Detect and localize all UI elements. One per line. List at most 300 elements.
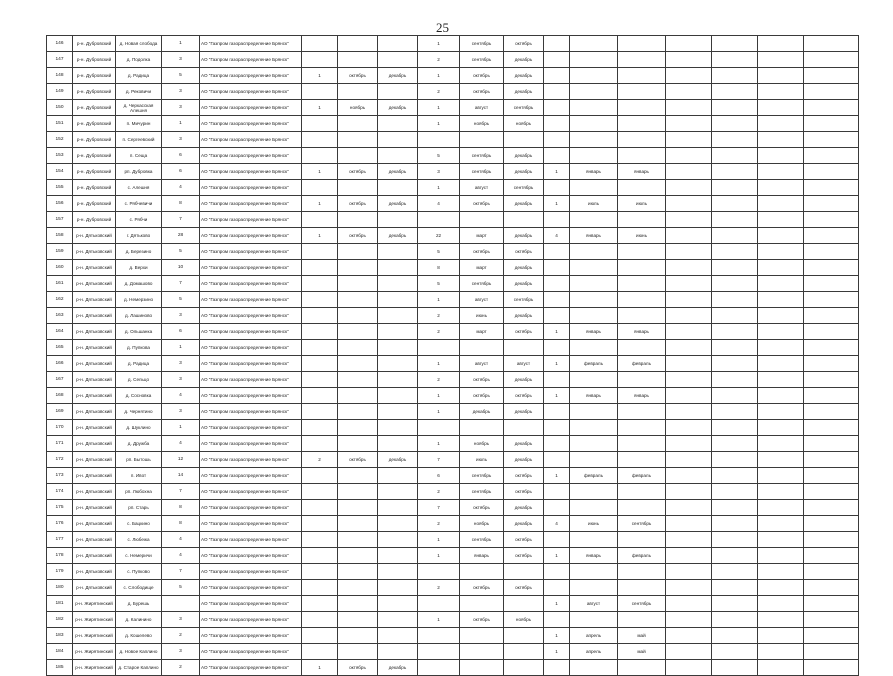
cell-organization: АО "Газпром газораспределение Брянск" (200, 116, 302, 132)
cell-plan-b-count: 1 (418, 100, 460, 116)
cell-plan-c-end (618, 260, 666, 276)
cell-extra-3 (758, 404, 804, 420)
cell-extra-3 (758, 116, 804, 132)
cell-plan-a-count (302, 548, 338, 564)
cell-plan-c-start (570, 404, 618, 420)
cell-plan-b-count: 1 (418, 180, 460, 196)
cell-extra-1 (666, 68, 712, 84)
cell-extra-2 (712, 532, 758, 548)
cell-organization: АО "Газпром газораспределение Брянск" (200, 532, 302, 548)
table-row (47, 36, 859, 52)
cell-plan-a-count (302, 52, 338, 68)
cell-total-count: 5 (162, 292, 200, 308)
cell-extra-3 (758, 356, 804, 372)
cell-plan-a-end (378, 564, 418, 580)
cell-extra-3 (758, 612, 804, 628)
cell-extra-1 (666, 660, 712, 676)
cell-plan-c-end (618, 132, 666, 148)
cell-plan-b-count (418, 212, 460, 228)
cell-plan-c-start (570, 276, 618, 292)
cell-extra-4 (804, 244, 859, 260)
cell-plan-a-end (378, 84, 418, 100)
cell-district: р-н. Дубровский (73, 212, 116, 228)
cell-organization: АО "Газпром газораспределение Брянск" (200, 84, 302, 100)
cell-extra-3 (758, 484, 804, 500)
cell-plan-a-count (302, 580, 338, 596)
cell-extra-4 (804, 404, 859, 420)
cell-organization: АО "Газпром газораспределение Брянск" (200, 260, 302, 276)
cell-extra-4 (804, 324, 859, 340)
cell-total-count: 4 (162, 436, 200, 452)
cell-organization: АО "Газпром газораспределение Брянск" (200, 100, 302, 116)
cell-plan-c-start (570, 180, 618, 196)
cell-row-number: 171 (47, 436, 73, 452)
cell-plan-b-end (504, 212, 544, 228)
cell-row-number: 161 (47, 276, 73, 292)
cell-row-number: 148 (47, 68, 73, 84)
cell-district: р-н. Жирятинский (73, 628, 116, 644)
cell-total-count: 3 (162, 356, 200, 372)
cell-total-count: 2 (162, 628, 200, 644)
cell-extra-1 (666, 404, 712, 420)
cell-plan-a-count (302, 372, 338, 388)
cell-plan-c-count: 4 (544, 228, 570, 244)
cell-extra-1 (666, 612, 712, 628)
cell-plan-a-start (338, 244, 378, 260)
cell-extra-3 (758, 228, 804, 244)
cell-settlement: с. Слободище (116, 580, 162, 596)
cell-plan-a-start (338, 484, 378, 500)
cell-extra-1 (666, 420, 712, 436)
cell-extra-4 (804, 116, 859, 132)
cell-plan-b-count: 2 (418, 372, 460, 388)
cell-plan-a-end (378, 612, 418, 628)
cell-total-count: 3 (162, 84, 200, 100)
cell-plan-a-start: октябрь (338, 164, 378, 180)
cell-plan-c-end (618, 500, 666, 516)
cell-plan-b-start: сентябрь (460, 276, 504, 292)
cell-plan-a-start (338, 436, 378, 452)
cell-row-number: 168 (47, 388, 73, 404)
cell-extra-1 (666, 276, 712, 292)
cell-plan-b-count: 1 (418, 68, 460, 84)
cell-plan-a-start (338, 500, 378, 516)
cell-plan-b-count (418, 628, 460, 644)
cell-extra-1 (666, 340, 712, 356)
cell-total-count: 3 (162, 612, 200, 628)
cell-district: р-н. Дятьковский (73, 580, 116, 596)
cell-organization: АО "Газпром газораспределение Брянск" (200, 68, 302, 84)
cell-extra-1 (666, 564, 712, 580)
table-row (47, 500, 859, 516)
cell-plan-a-count (302, 484, 338, 500)
cell-settlement: д. Радица (116, 68, 162, 84)
cell-extra-1 (666, 260, 712, 276)
cell-district: р-н. Дятьковский (73, 308, 116, 324)
cell-plan-b-count: 1 (418, 612, 460, 628)
cell-plan-c-start (570, 500, 618, 516)
cell-plan-c-end (618, 532, 666, 548)
cell-plan-b-count: 1 (418, 36, 460, 52)
cell-plan-a-count: 1 (302, 100, 338, 116)
cell-extra-2 (712, 516, 758, 532)
cell-extra-3 (758, 324, 804, 340)
cell-extra-3 (758, 244, 804, 260)
cell-extra-3 (758, 308, 804, 324)
cell-plan-c-count (544, 564, 570, 580)
cell-plan-b-count: 7 (418, 452, 460, 468)
cell-extra-3 (758, 340, 804, 356)
cell-organization: АО "Газпром газораспределение Брянск" (200, 452, 302, 468)
cell-settlement: с. Рябчи (116, 212, 162, 228)
cell-extra-3 (758, 644, 804, 660)
cell-total-count: 3 (162, 372, 200, 388)
cell-plan-a-end (378, 404, 418, 420)
cell-plan-b-count: 2 (418, 84, 460, 100)
cell-total-count: 4 (162, 548, 200, 564)
cell-plan-a-count (302, 564, 338, 580)
cell-extra-1 (666, 596, 712, 612)
table-row (47, 212, 859, 228)
cell-extra-4 (804, 612, 859, 628)
cell-plan-c-start (570, 452, 618, 468)
cell-plan-a-count (302, 212, 338, 228)
cell-total-count: 3 (162, 52, 200, 68)
cell-district: р-н. Дубровский (73, 100, 116, 116)
cell-row-number: 176 (47, 516, 73, 532)
cell-extra-4 (804, 452, 859, 468)
cell-total-count: 8 (162, 196, 200, 212)
cell-district: р-н. Дубровский (73, 196, 116, 212)
cell-extra-4 (804, 532, 859, 548)
cell-extra-1 (666, 388, 712, 404)
cell-plan-c-start (570, 212, 618, 228)
cell-extra-3 (758, 500, 804, 516)
cell-settlement: с. Рябчевичи (116, 196, 162, 212)
cell-plan-c-count (544, 292, 570, 308)
cell-plan-b-count (418, 132, 460, 148)
cell-extra-4 (804, 436, 859, 452)
cell-row-number: 159 (47, 244, 73, 260)
cell-plan-c-count (544, 52, 570, 68)
cell-plan-a-start (338, 612, 378, 628)
cell-row-number: 152 (47, 132, 73, 148)
cell-plan-c-start (570, 36, 618, 52)
cell-plan-b-end: октябрь (504, 388, 544, 404)
cell-plan-c-start (570, 580, 618, 596)
cell-plan-a-count: 2 (302, 452, 338, 468)
cell-district: р-н. Дятьковский (73, 372, 116, 388)
cell-plan-a-end: декабрь (378, 68, 418, 84)
cell-extra-1 (666, 180, 712, 196)
cell-plan-b-start: сентябрь (460, 148, 504, 164)
cell-plan-a-count (302, 388, 338, 404)
cell-plan-a-start (338, 580, 378, 596)
cell-plan-a-start (338, 532, 378, 548)
cell-plan-b-count: 1 (418, 292, 460, 308)
cell-extra-1 (666, 324, 712, 340)
table-row (47, 468, 859, 484)
cell-plan-b-count: 4 (418, 196, 460, 212)
cell-extra-4 (804, 148, 859, 164)
cell-plan-c-count: 1 (544, 548, 570, 564)
cell-plan-b-start (460, 628, 504, 644)
cell-row-number: 160 (47, 260, 73, 276)
cell-settlement: д. Калинино (116, 612, 162, 628)
cell-extra-1 (666, 628, 712, 644)
cell-extra-4 (804, 340, 859, 356)
cell-plan-b-end: декабрь (504, 516, 544, 532)
cell-plan-b-count: 1 (418, 404, 460, 420)
cell-plan-a-end (378, 484, 418, 500)
cell-row-number: 165 (47, 340, 73, 356)
cell-plan-a-start (338, 52, 378, 68)
cell-plan-a-start (338, 276, 378, 292)
cell-extra-4 (804, 308, 859, 324)
cell-row-number: 158 (47, 228, 73, 244)
cell-total-count: 5 (162, 580, 200, 596)
cell-total-count: 8 (162, 500, 200, 516)
cell-extra-4 (804, 388, 859, 404)
cell-plan-c-start: январь (570, 324, 618, 340)
cell-total-count: 5 (162, 244, 200, 260)
cell-row-number: 178 (47, 548, 73, 564)
cell-plan-a-end (378, 628, 418, 644)
cell-plan-b-count: 2 (418, 324, 460, 340)
cell-district: р-н. Дятьковский (73, 468, 116, 484)
cell-plan-b-start: сентябрь (460, 468, 504, 484)
cell-extra-2 (712, 388, 758, 404)
cell-extra-4 (804, 132, 859, 148)
cell-plan-b-start: март (460, 260, 504, 276)
cell-plan-a-count (302, 420, 338, 436)
cell-plan-a-end (378, 356, 418, 372)
cell-plan-b-start (460, 564, 504, 580)
cell-row-number: 151 (47, 116, 73, 132)
cell-plan-b-end: декабрь (504, 148, 544, 164)
cell-plan-b-count: 5 (418, 148, 460, 164)
cell-extra-3 (758, 148, 804, 164)
cell-row-number: 183 (47, 628, 73, 644)
cell-plan-b-end: август (504, 356, 544, 372)
cell-plan-a-end (378, 276, 418, 292)
cell-total-count: 28 (162, 228, 200, 244)
cell-plan-b-start: сентябрь (460, 36, 504, 52)
cell-organization: АО "Газпром газораспределение Брянск" (200, 324, 302, 340)
cell-plan-a-count (302, 404, 338, 420)
cell-extra-3 (758, 532, 804, 548)
cell-extra-1 (666, 116, 712, 132)
cell-extra-1 (666, 372, 712, 388)
cell-total-count: 1 (162, 116, 200, 132)
cell-plan-c-count (544, 276, 570, 292)
cell-extra-3 (758, 468, 804, 484)
cell-plan-b-end (504, 644, 544, 660)
cell-plan-c-end: май (618, 628, 666, 644)
cell-plan-a-end (378, 148, 418, 164)
cell-row-number: 175 (47, 500, 73, 516)
cell-total-count: 3 (162, 308, 200, 324)
table-row (47, 404, 859, 420)
cell-plan-b-end: декабрь (504, 228, 544, 244)
cell-plan-a-start (338, 468, 378, 484)
table-row (47, 628, 859, 644)
cell-plan-b-end (504, 340, 544, 356)
cell-extra-1 (666, 52, 712, 68)
cell-extra-2 (712, 196, 758, 212)
cell-plan-b-end: октябрь (504, 580, 544, 596)
cell-plan-c-count (544, 84, 570, 100)
cell-plan-a-end: декабрь (378, 228, 418, 244)
cell-extra-2 (712, 324, 758, 340)
cell-extra-4 (804, 212, 859, 228)
cell-plan-a-count (302, 628, 338, 644)
table-row (47, 452, 859, 468)
cell-extra-2 (712, 628, 758, 644)
cell-extra-2 (712, 164, 758, 180)
cell-district: р-н. Дятьковский (73, 484, 116, 500)
cell-settlement: д. Черкасская Алешня (116, 100, 162, 116)
cell-row-number: 173 (47, 468, 73, 484)
cell-plan-c-start (570, 564, 618, 580)
cell-organization: АО "Газпром газораспределение Брянск" (200, 596, 302, 612)
cell-plan-b-start: сентябрь (460, 164, 504, 180)
cell-plan-c-count (544, 308, 570, 324)
cell-plan-c-count (544, 660, 570, 676)
cell-plan-a-start (338, 564, 378, 580)
cell-plan-a-start (338, 596, 378, 612)
cell-plan-c-count (544, 148, 570, 164)
cell-plan-a-count (302, 468, 338, 484)
cell-plan-a-count: 1 (302, 196, 338, 212)
cell-plan-c-end (618, 36, 666, 52)
cell-organization: АО "Газпром газораспределение Брянск" (200, 644, 302, 660)
cell-plan-c-end: сентябрь (618, 516, 666, 532)
cell-plan-a-start (338, 420, 378, 436)
table-row (47, 180, 859, 196)
table-row (47, 276, 859, 292)
cell-plan-a-count (302, 276, 338, 292)
cell-plan-c-count (544, 212, 570, 228)
cell-plan-c-end (618, 276, 666, 292)
cell-extra-1 (666, 580, 712, 596)
cell-settlement: д. Лашиново (116, 308, 162, 324)
cell-district: р-н. Дятьковский (73, 388, 116, 404)
cell-extra-4 (804, 100, 859, 116)
cell-plan-a-start (338, 36, 378, 52)
cell-organization: АО "Газпром газораспределение Брянск" (200, 228, 302, 244)
cell-extra-2 (712, 596, 758, 612)
cell-plan-c-count (544, 532, 570, 548)
cell-row-number: 153 (47, 148, 73, 164)
cell-extra-3 (758, 388, 804, 404)
cell-extra-1 (666, 484, 712, 500)
cell-plan-a-count (302, 436, 338, 452)
cell-plan-c-end: февраль (618, 468, 666, 484)
cell-extra-2 (712, 84, 758, 100)
cell-extra-2 (712, 548, 758, 564)
cell-plan-b-end: сентябрь (504, 180, 544, 196)
cell-extra-2 (712, 660, 758, 676)
cell-plan-b-count: 3 (418, 164, 460, 180)
cell-plan-b-end: декабрь (504, 276, 544, 292)
cell-extra-2 (712, 612, 758, 628)
cell-plan-a-end: декабрь (378, 196, 418, 212)
cell-plan-c-start (570, 132, 618, 148)
cell-plan-c-end: июль (618, 196, 666, 212)
cell-extra-3 (758, 164, 804, 180)
cell-plan-a-start (338, 148, 378, 164)
cell-plan-a-end (378, 468, 418, 484)
cell-plan-c-count (544, 68, 570, 84)
cell-extra-4 (804, 420, 859, 436)
cell-district: р-н. Дятьковский (73, 404, 116, 420)
cell-extra-2 (712, 68, 758, 84)
cell-settlement: д. Пупкова (116, 340, 162, 356)
cell-plan-a-end (378, 292, 418, 308)
cell-plan-c-count (544, 452, 570, 468)
cell-plan-a-start: октябрь (338, 68, 378, 84)
cell-plan-b-end (504, 420, 544, 436)
cell-extra-1 (666, 132, 712, 148)
cell-extra-1 (666, 308, 712, 324)
cell-extra-1 (666, 292, 712, 308)
cell-plan-a-end (378, 596, 418, 612)
cell-plan-a-start (338, 516, 378, 532)
table-row (47, 260, 859, 276)
cell-plan-a-end (378, 308, 418, 324)
cell-organization: АО "Газпром газораспределение Брянск" (200, 580, 302, 596)
cell-district: р-н. Дятьковский (73, 292, 116, 308)
cell-plan-b-start: сентябрь (460, 484, 504, 500)
cell-plan-a-end (378, 324, 418, 340)
cell-plan-c-end (618, 340, 666, 356)
cell-row-number: 172 (47, 452, 73, 468)
cell-settlement: д. Новое Каплино (116, 644, 162, 660)
cell-plan-c-end (618, 452, 666, 468)
cell-district: р-н. Дубровский (73, 180, 116, 196)
cell-settlement: п. Мичурин (116, 116, 162, 132)
cell-row-number: 162 (47, 292, 73, 308)
cell-total-count: 3 (162, 100, 200, 116)
cell-plan-a-start (338, 324, 378, 340)
cell-plan-a-start (338, 260, 378, 276)
table-row (47, 580, 859, 596)
cell-row-number: 177 (47, 532, 73, 548)
cell-plan-c-count: 1 (544, 644, 570, 660)
cell-plan-c-count: 4 (544, 516, 570, 532)
cell-extra-2 (712, 644, 758, 660)
cell-plan-a-count (302, 324, 338, 340)
cell-plan-c-start: август (570, 596, 618, 612)
cell-extra-1 (666, 548, 712, 564)
cell-extra-2 (712, 100, 758, 116)
cell-plan-a-end (378, 212, 418, 228)
cell-settlement: рп. Дубровка (116, 164, 162, 180)
cell-organization: АО "Газпром газораспределение Брянск" (200, 148, 302, 164)
table-row (47, 532, 859, 548)
cell-plan-c-end: февраль (618, 548, 666, 564)
cell-district: р-н. Дятьковский (73, 548, 116, 564)
cell-district: р-н. Дубровский (73, 84, 116, 100)
cell-plan-a-count (302, 132, 338, 148)
cell-row-number: 185 (47, 660, 73, 676)
cell-plan-b-count (418, 660, 460, 676)
cell-plan-b-start: август (460, 356, 504, 372)
cell-plan-b-start: июль (460, 452, 504, 468)
cell-row-number: 149 (47, 84, 73, 100)
cell-plan-b-start: октябрь (460, 612, 504, 628)
